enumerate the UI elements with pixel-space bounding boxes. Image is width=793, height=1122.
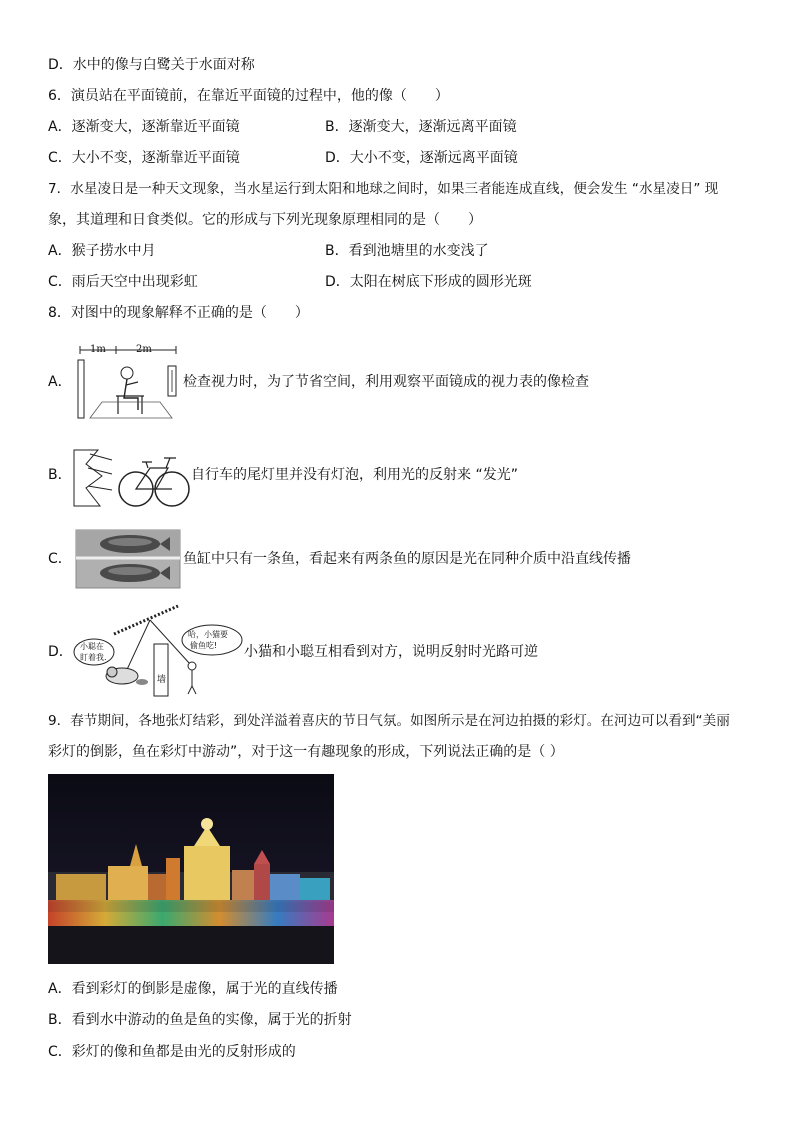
q8-option-d-caption: 小猫和小聪互相看到对方，说明反射时光路可逆 [244, 644, 538, 660]
q8-option-d-letter: D． [48, 644, 73, 660]
cat-bubble-line2: 盯着我. [80, 653, 107, 662]
q9-option-c: C．彩灯的像和鱼都是由光的反射形成的 [48, 1044, 296, 1060]
boy-bubble-line2: 偷鱼吃! [190, 641, 218, 650]
q8-stem: 8．对图中的现象解释不正确的是（ ） [48, 305, 309, 321]
q8-option-c-caption: 鱼缸中只有一条鱼，看起来有两条鱼的原因是光在同种介质中沿直线传播 [183, 551, 631, 567]
q8-option-b-letter: B． [48, 467, 72, 483]
q7-stem-line1: 7．水星凌日是一种天文现象，当水星运行到太阳和地球之间时，如果三者能连成直线，便会发生 “水星凌日” 现 [48, 181, 719, 197]
q6-option-b: B．逐渐变大，逐渐远离平面镜 [325, 119, 517, 135]
q7-option-c: C．雨后天空中出现彩虹 [48, 274, 198, 290]
q8-option-b-caption: 自行车的尾灯里并没有灯泡，利用光的反射来 “发光” [191, 467, 518, 483]
q9-stem-line1: 9．春节期间，各地张灯结彩，到处洋溢着喜庆的节日气氛。如图所示是在河边拍摄的彩灯。在河边可以看到“美丽 [48, 713, 730, 729]
q6-option-c: C．大小不变，逐渐靠近平面镜 [48, 150, 240, 166]
q8-option-a-letter: A． [48, 374, 72, 390]
q8-option-a-caption: 检查视力时，为了节省空间，利用观察平面镜成的视力表的像检查 [183, 374, 589, 390]
q9-stem-line2: 彩灯的倒影，鱼在彩灯中游动”，对于这一有趣现象的形成，下列说法正确的是（ ） [48, 744, 564, 760]
label-2m: 2m [136, 344, 152, 355]
lantern-reflection-photo [48, 774, 334, 964]
q6-option-d: D．大小不变，逐渐远离平面镜 [325, 150, 518, 166]
cat-boy-mirror-figure [72, 600, 248, 700]
q7-stem-line2: 象，其道理和日食类似。它的形成与下列光现象原理相同的是（ ） [48, 212, 482, 228]
wall-label: 墙 [157, 675, 167, 685]
label-1m: 1m [90, 344, 106, 355]
q8-option-c-letter: C． [48, 551, 72, 567]
eye-chart-mirror-figure [72, 340, 182, 422]
q9-option-a: A．看到彩灯的倒影是虚像，属于光的直线传播 [48, 981, 338, 997]
cat-bubble-line1: 小聪在 [80, 642, 104, 651]
bicycle-reflector-figure [72, 446, 192, 512]
q7-option-d: D．太阳在树底下形成的圆形光斑 [325, 274, 532, 290]
fish-tank-figure [72, 529, 182, 589]
q6-option-a: A．逐渐变大，逐渐靠近平面镜 [48, 119, 240, 135]
q6-stem: 6．演员站在平面镜前，在靠近平面镜的过程中，他的像（ ） [48, 88, 449, 104]
q5-option-d: D．水中的像与白鹭关于水面对称 [48, 57, 255, 73]
q7-option-a: A．猴子捞水中月 [48, 243, 156, 259]
q9-option-b: B．看到水中游动的鱼是鱼的实像，属于光的折射 [48, 1012, 352, 1028]
q7-option-b: B．看到池塘里的水变浅了 [325, 243, 489, 259]
boy-bubble-line1: 哈，小猫要 [188, 630, 228, 639]
